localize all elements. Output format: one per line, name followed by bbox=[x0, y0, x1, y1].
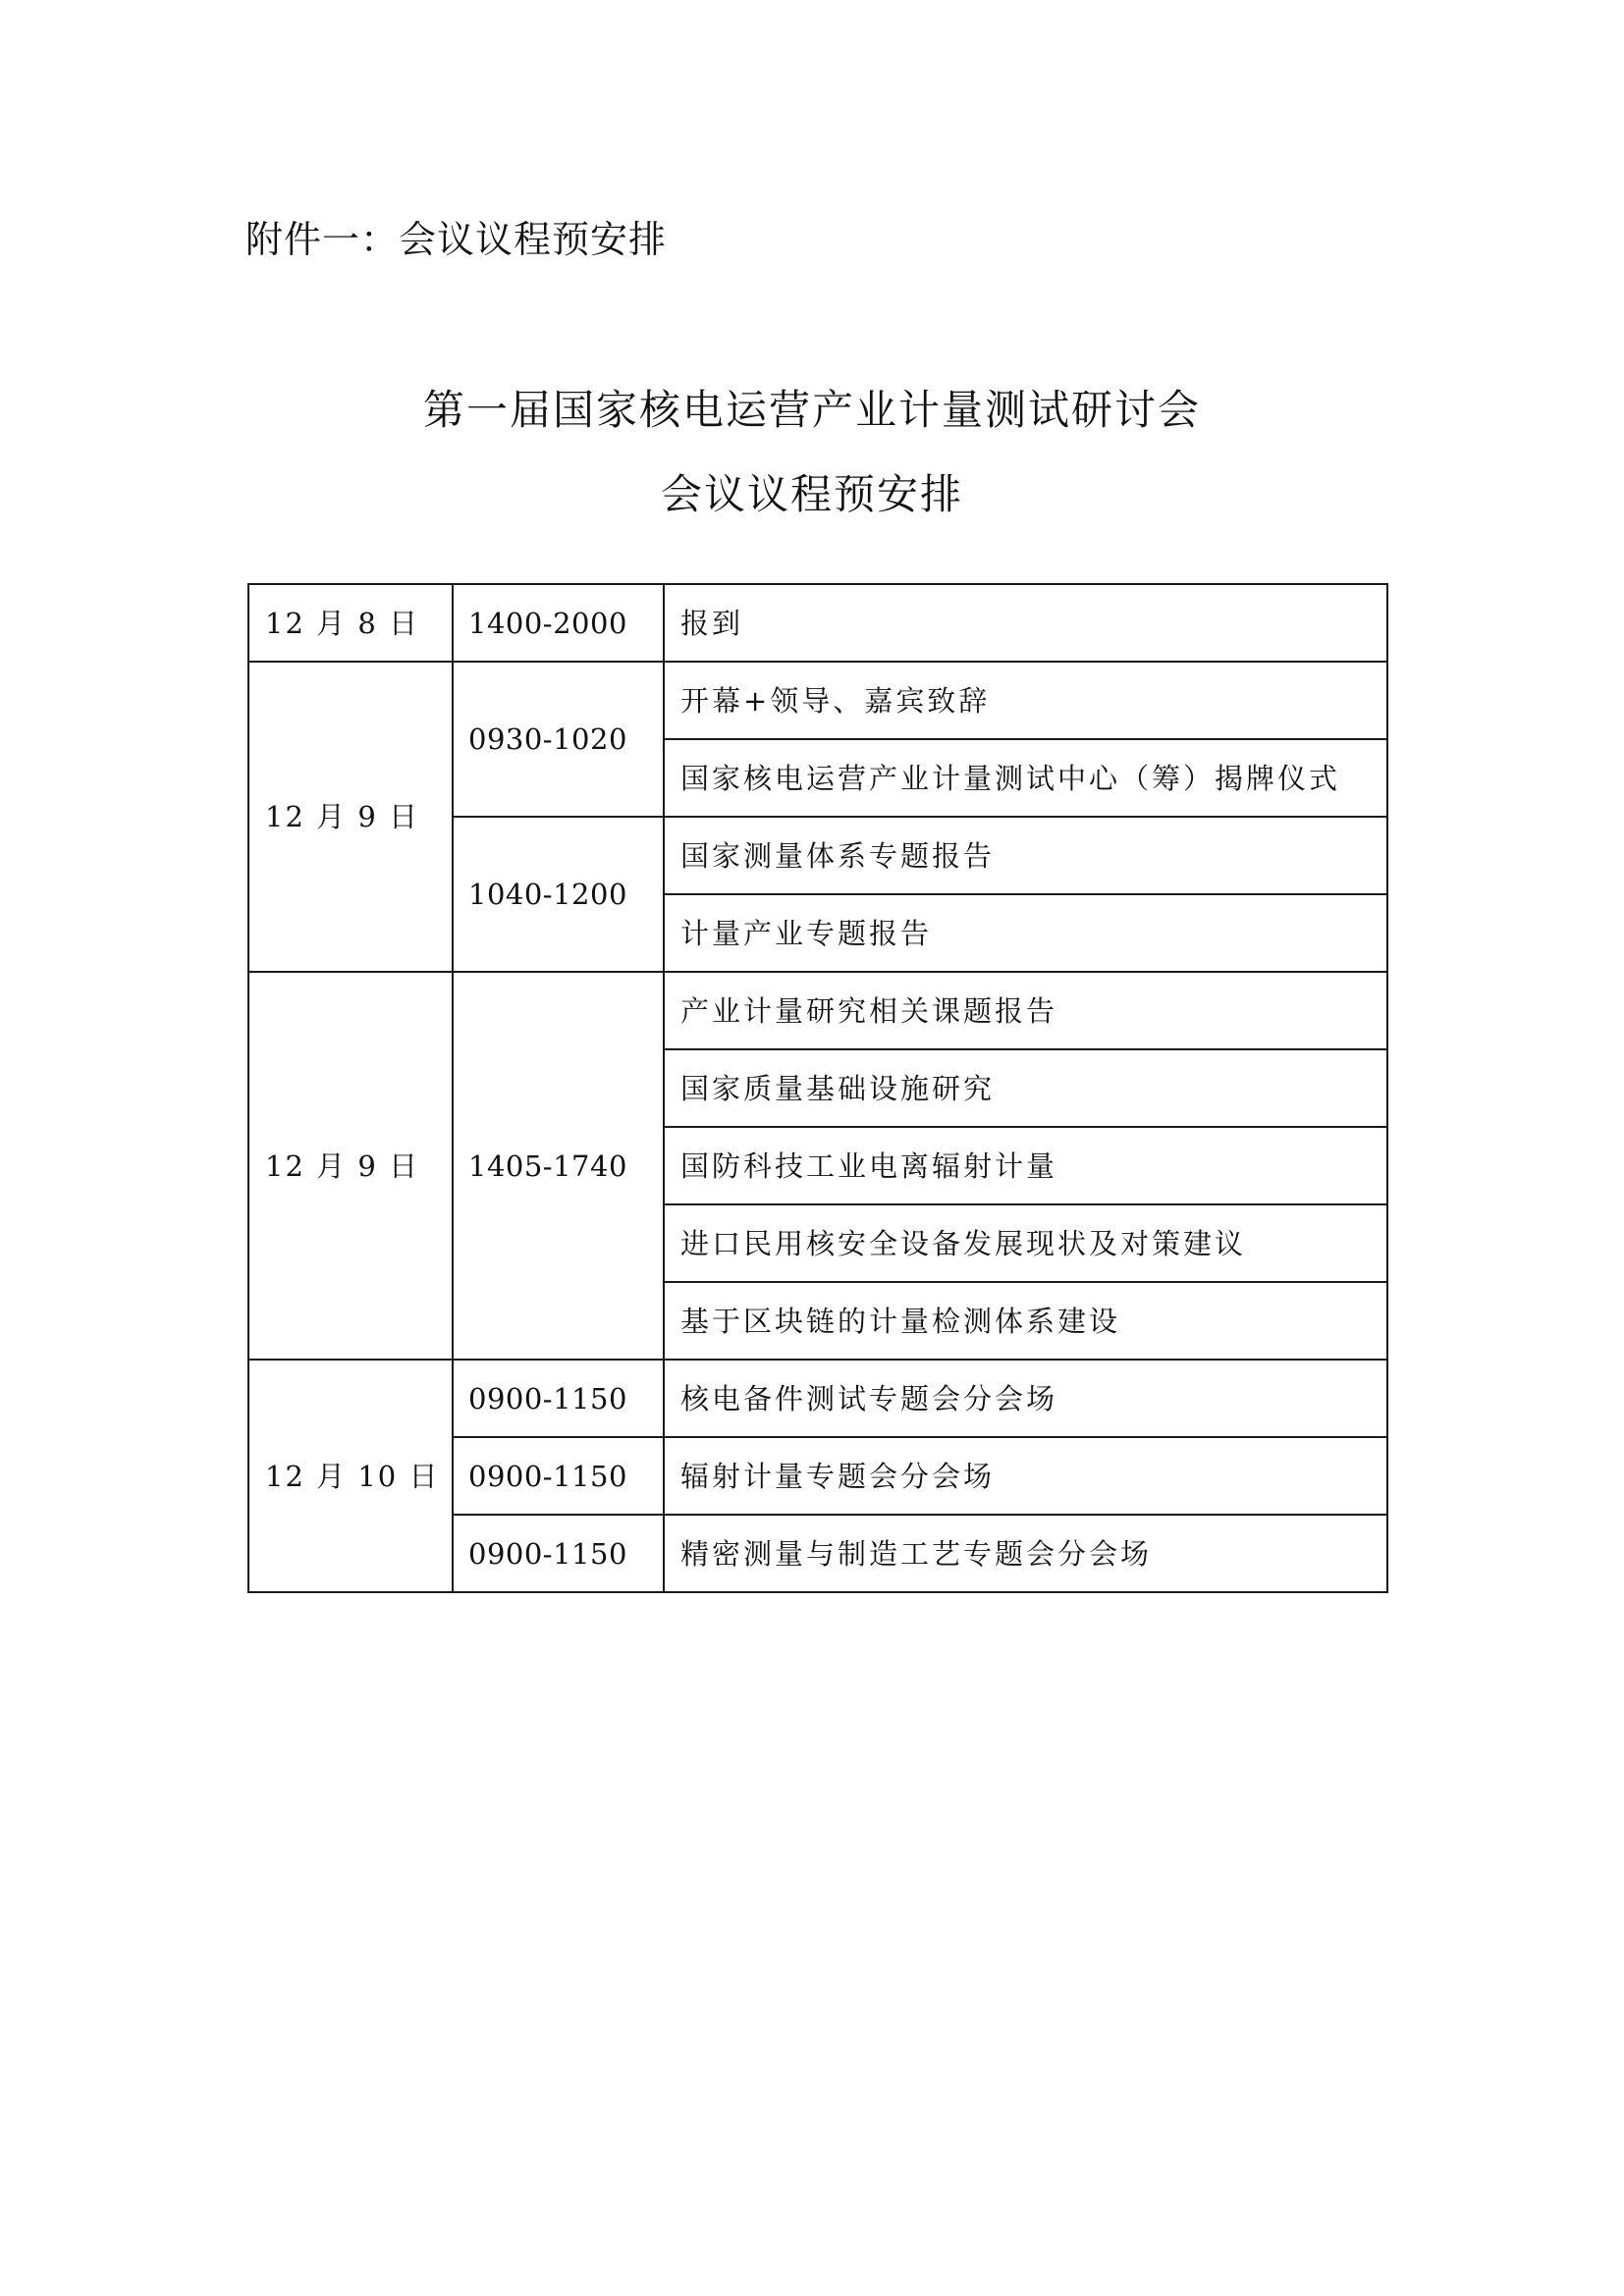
table-row bbox=[248, 1360, 1387, 1437]
agenda-item-cell: 报到 bbox=[664, 584, 1387, 662]
agenda-item-cell: 精密测量与制造工艺专题会分会场 bbox=[664, 1515, 1387, 1592]
agenda-item-cell: 开幕+领导、嘉宾致辞 bbox=[664, 662, 1387, 739]
agenda-item-cell: 辐射计量专题会分会场 bbox=[664, 1437, 1387, 1515]
time-cell: 1405-1740 bbox=[453, 972, 664, 1360]
agenda-item-cell: 国家核电运营产业计量测试中心（筹）揭牌仪式 bbox=[664, 739, 1387, 817]
time-cell: 1400-2000 bbox=[453, 584, 664, 662]
date-cell: 12 月 9 日 bbox=[248, 662, 453, 972]
time-cell: 1040-1200 bbox=[453, 817, 664, 972]
agenda-item-cell: 国家测量体系专题报告 bbox=[664, 817, 1387, 894]
agenda-item-cell: 国防科技工业电离辐射计量 bbox=[664, 1127, 1387, 1204]
table-row bbox=[248, 972, 1387, 1049]
date-cell: 12 月 8 日 bbox=[248, 584, 453, 662]
document-subtitle: 会议议程预安排 bbox=[660, 470, 963, 518]
time-cell: 0900-1150 bbox=[453, 1360, 664, 1437]
time-cell: 0900-1150 bbox=[453, 1515, 664, 1592]
date-cell: 12 月 10 日 bbox=[248, 1360, 453, 1592]
agenda-item-cell: 计量产业专题报告 bbox=[664, 894, 1387, 972]
agenda-item-cell: 进口民用核安全设备发展现状及对策建议 bbox=[664, 1204, 1387, 1282]
table-row bbox=[248, 662, 1387, 739]
agenda-item-cell: 核电备件测试专题会分会场 bbox=[664, 1360, 1387, 1437]
agenda-item-cell: 产业计量研究相关课题报告 bbox=[664, 972, 1387, 1049]
agenda-table bbox=[247, 583, 1388, 1593]
time-cell: 0930-1020 bbox=[453, 662, 664, 817]
date-cell: 12 月 9 日 bbox=[248, 972, 453, 1360]
attachment-heading: 附件一：会议议程预安排 bbox=[245, 218, 668, 261]
time-cell: 0900-1150 bbox=[453, 1437, 664, 1515]
table-row bbox=[248, 584, 1387, 662]
agenda-item-cell: 国家质量基础设施研究 bbox=[664, 1049, 1387, 1127]
document-title: 第一届国家核电运营产业计量测试研讨会 bbox=[422, 386, 1201, 434]
agenda-item-cell: 基于区块链的计量检测体系建设 bbox=[664, 1282, 1387, 1360]
